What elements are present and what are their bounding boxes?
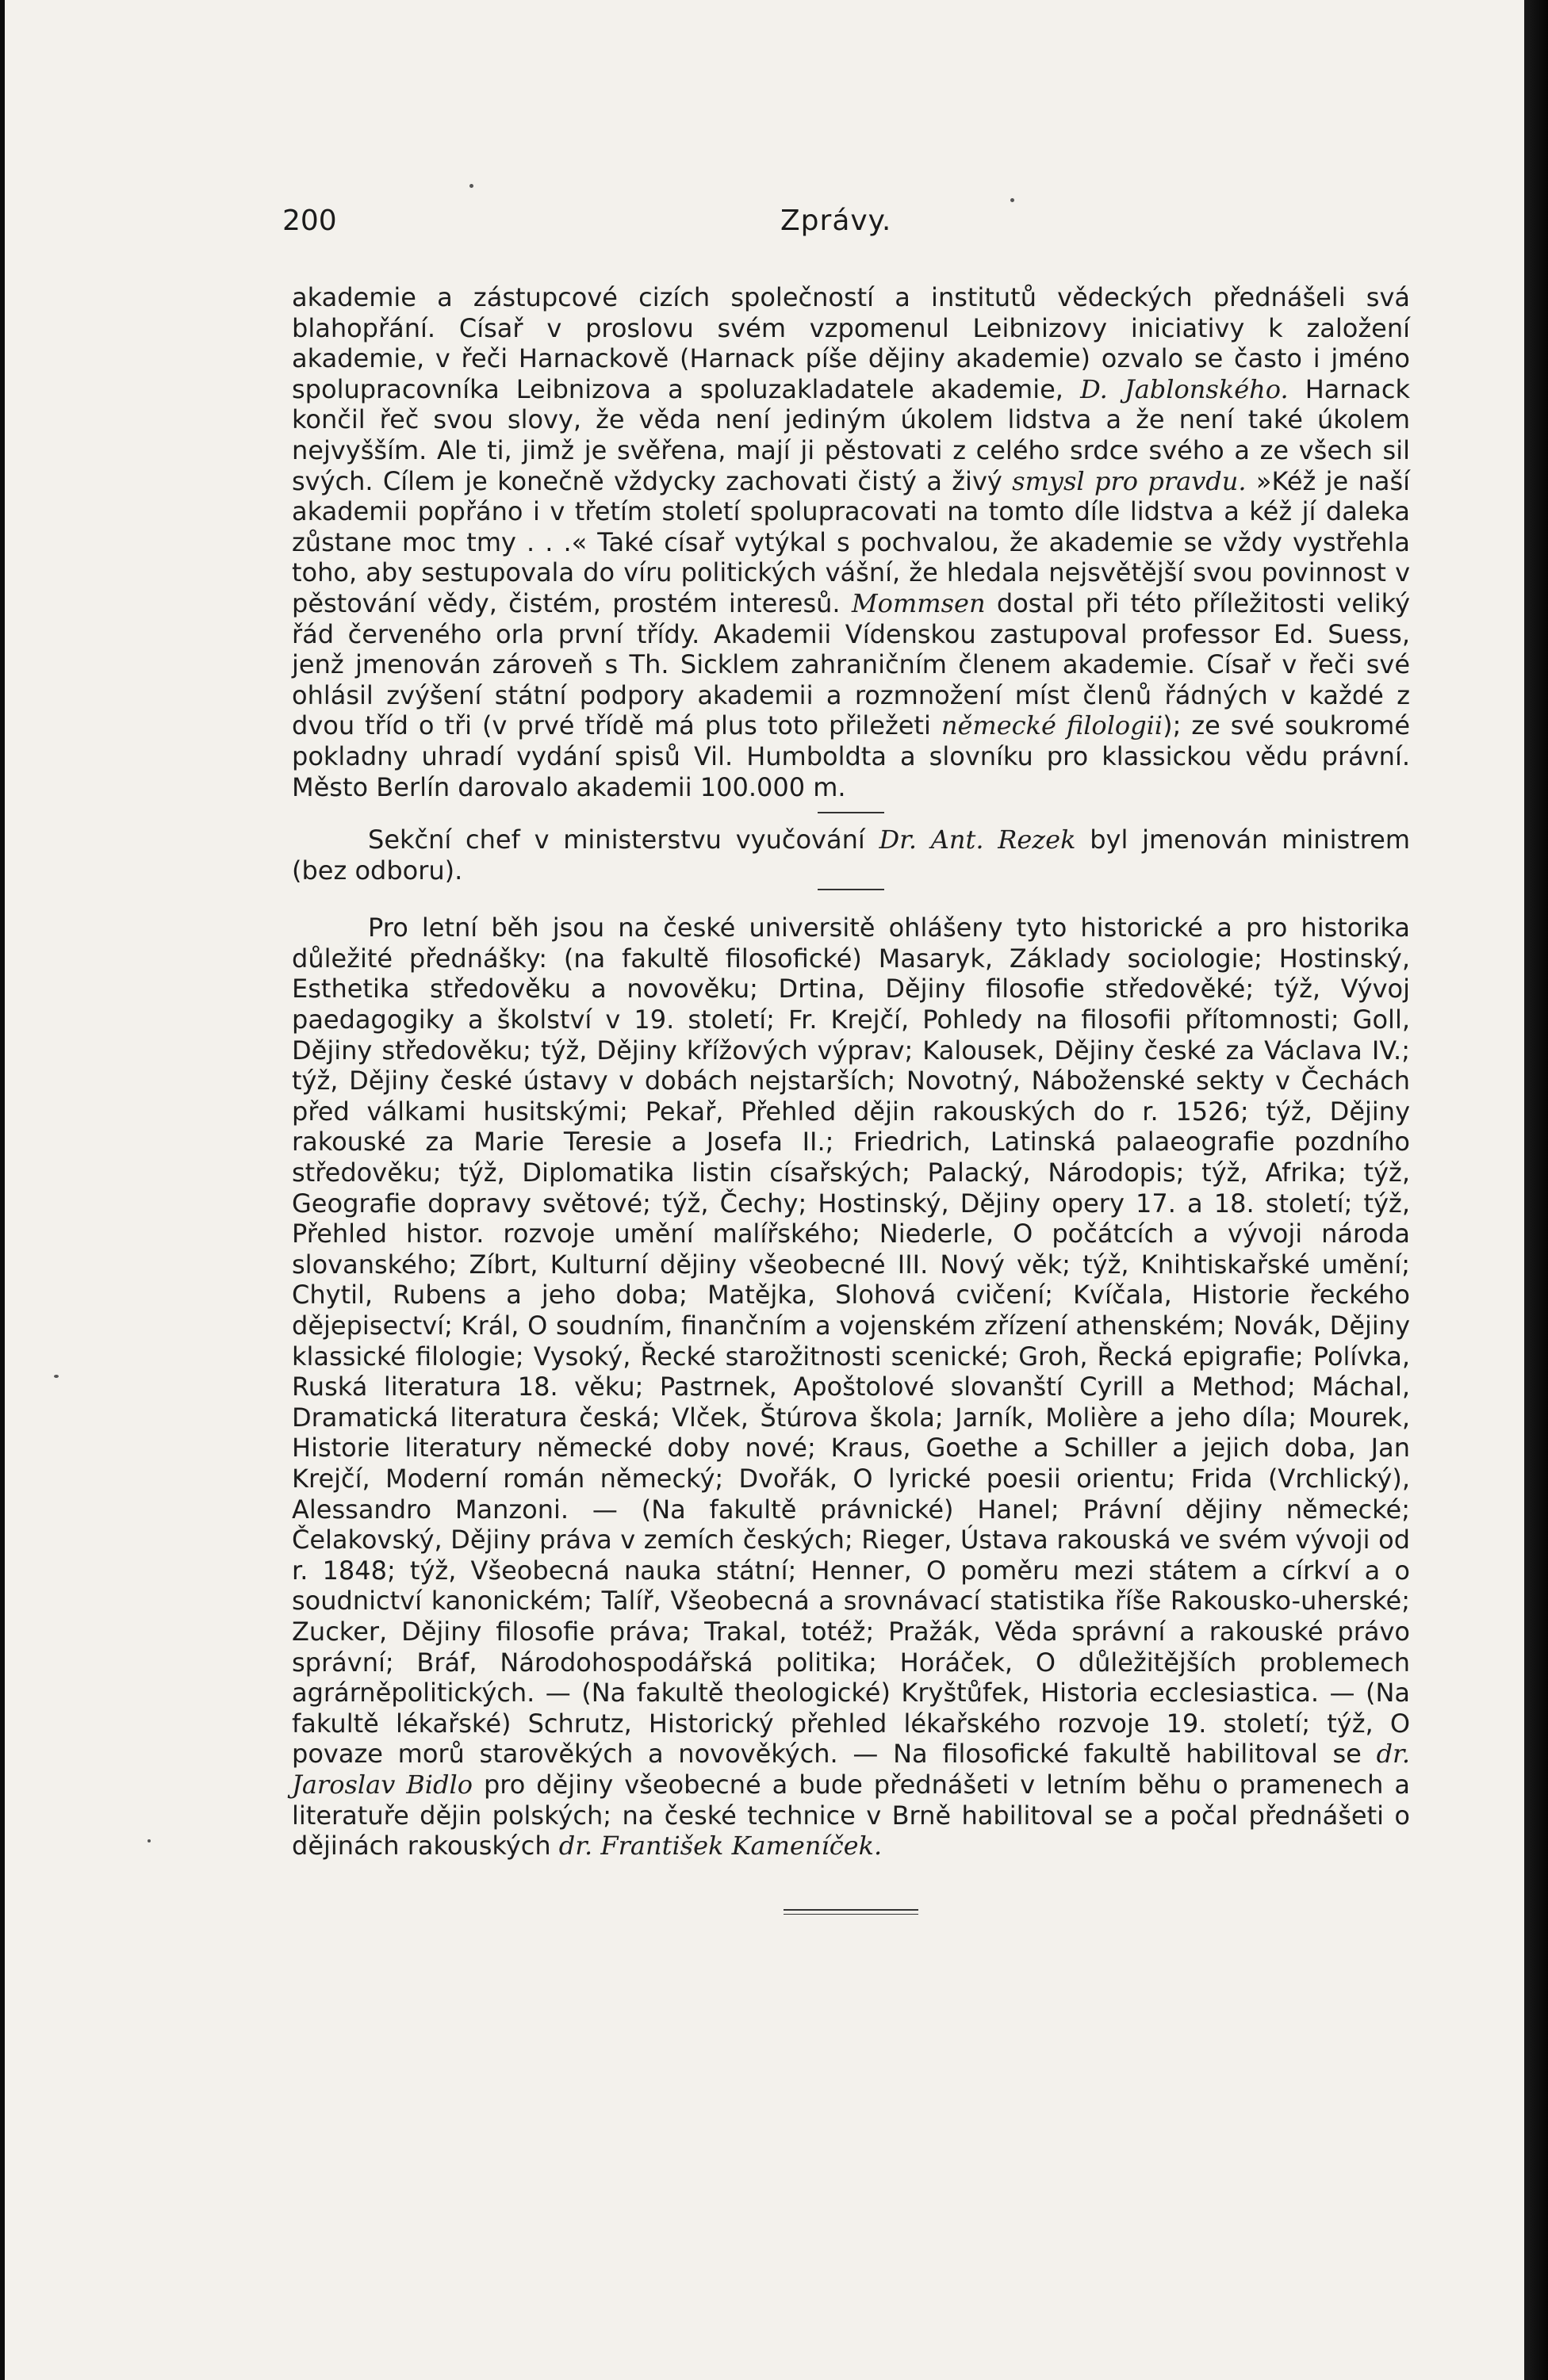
text-run: ); ze své soukromé pokladny uhradí vydání spisů Vil. Humboldta a slovníku pro klassickou vědu právní. Město Berlín darovalo akademii 100.000 m. (292, 710, 1411, 802)
article-body (292, 282, 1410, 1915)
italic-name: dr. František Kameníček. (558, 1831, 883, 1862)
italic-name: D. Jablonského. (1080, 373, 1289, 404)
italic-phrase: německé filologii (941, 710, 1163, 741)
text-run: akademie a zástupcové cizích společností a institutů vědeckých přednášeli svá blahopřání. Císař v proslovu svém vzpomenul Leibnizovy iniciativy k založení akademie, v řeči Harnackově (Harnack píše dějiny akademie) ozvalo se často i jméno spolupracovníka Leibnizova a spoluzakladatele akademie, (292, 282, 1410, 404)
italic-name: Mommsen (851, 587, 986, 618)
scanned-page (5, 0, 1526, 2380)
text-run: byl jmenován ministrem (bez odboru). (292, 825, 1411, 886)
page-number: 200 (282, 205, 337, 237)
italic-name: dr. Jaroslav Bidlo (292, 1739, 1410, 1800)
scan-speck (1010, 198, 1014, 202)
italic-name: Dr. Ant. Rezek (879, 825, 1076, 855)
text-run: Sekční chef v ministerstvu vyučování (368, 825, 879, 855)
end-divider (784, 1909, 918, 1915)
text-run: dostal při této příležitosti veliký řád červeného orla první třídy. Akademii Vídenskou zastupoval professor Ed. Suess, jenž jmenován zároveň s Th. Sicklem zahraničním členem akademie. Císař v řeči své ohlásil zvýšení státní podpory akademii a rozmnožení míst členů řádných v každé z dvou tříd o tři (v prvé třídě má plus toto přiležeti (292, 587, 1411, 741)
page-edge-shadow (1524, 0, 1548, 2380)
text-run: Pro letní běh jsou na české universitě ohlášeny tyto historické a pro historika důležité přednášky: (na fakultě filosofické) Masaryk, Základy sociologie; Hostinský, Esthetika středověku a novověku; Drtina, Dějiny filosofie středověké; týž, Vývoj paedagogiky a školství v 19. století; Fr. Krejčí, Pohledy na filosofii přítomnosti; Goll, Dějiny středověku; týž, Dějiny křížových výprav; Kalousek, Dějiny české za Václava IV.; týž, Dějiny české ústavy v dobách nejstarších; Novotný, Náboženské sekty v Čechách před válkami husitskými; Pekař, Přehled dějin rakouských do r. 1526; týž, Dějiny rakouské za Marie Teresie a Josefa II.; Friedrich, Latinská palaeografie pozdního středověku; týž, Diplomatika listin císařských; Palacký, Národopis; týž, Afrika; týž, Geografie dopravy světové; týž, Čechy; Hostinský, Dějiny opery 17. a 18. století; týž, Přehled histor. rozvoje umění malířského; Niederle, O počátcích a vývoji národa slovanského; Zíbrt, Kulturní dějiny všeobecné III. Nový věk; týž, Knihtiskařské umění; Chytil, Rubens a jeho doba; Matějka, Slohová cvičení; Kvíčala, Historie řeckého dějepisectví; Král, O soudním, finančním a vojenském zřízení athenském; Novák, Dějiny klassické filologie; Vysoký, Řecké starožitnosti scenické; Groh, Řecká epigrafie; Polívka, Ruská literatura 18. věku; Pastrnek, Apoštolové slovanští Cyrill a Method; Máchal, Dramatická literatura česká; Vlček, Štúrova škola; Jarník, Molière a jeho díla; Mourek, Historie literatury německé doby nové; Kraus, Goethe a Schiller a jejich doba, Jan Krejčí, Moderní román německý; Dvořák, O lyrické poesii orientu; Frida (Vrchlický), Alessandro Manzoni. — (Na fakultě právnické) Hanel; Právní dějiny německé; Čelakovský, Dějiny práva v zemích českých; Rieger, Ústava rakouská ve svém vývoji od r. 1848; týž, Všeobecná nauka státní; Henner, O poměru mezi státem a církví a o soudnictví kanonickém; Talíř, Všeobecná a srovnávací statistika říše Rakousko-uherské; Zucker, Dějiny filosofie práva; Trakal, totéž; Pražák, Věda správní a rakouské právo správní; Bráf, Národohospodářská politika; Horáček, O důležitějších problemech agrárněpolitických. — (Na fakultě theologické) Kryštůfek, Historia ecclesiastica. — (Na fakultě lékařské) Schrutz, Historický přehled lékařského rozvoje 19. století; týž, O povaze morů starověkých a novověkých. — Na filosofické fakultě habilitoval se (292, 913, 1410, 1770)
paragraph-lectures (292, 913, 1410, 1861)
scan-speck (148, 1839, 151, 1842)
paragraph-berlin-academy (292, 282, 1410, 802)
paragraph-rezek (292, 825, 1410, 886)
scan-speck (54, 1375, 59, 1378)
text-run: pro dějiny všeobecné a bude přednášeti v letním běhu o pramenech a literatuře dějin polských; na české technice v Brně habilitoval se a počal přednášeti o dějinách rakouských (292, 1769, 1411, 1862)
page-header (282, 205, 1400, 252)
scan-speck (469, 184, 473, 188)
section-divider (818, 812, 884, 813)
italic-phrase: smysl pro pravdu. (1012, 465, 1247, 496)
section-divider (818, 889, 884, 890)
text-run: »Kéž je naší akademii popřáno i v třetím století spolupracovati na tomto díle lidstva a kéž jí daleka zůstane moc tmy . . .« Také císař vytýkal s pochvalou, že akademie se vždy vystřehla toho, aby sestupovala do víru politických vášní, že hledala nejsvětější svou povinnost v pěstování vědy, čistém, prostém interesů. (292, 465, 1411, 618)
text-run: Harnack končil řeč svou slovy, že věda není jediným úkolem lidstva a že není také úkolem nejvyšším. Ale ti, jimž je svěřena, mají ji pěstovati z celého srdce svého a ze všech sil svých. Cílem je konečně vždycky zachovati čistý a živý (292, 373, 1411, 496)
running-title: Zprávy. (780, 205, 892, 237)
